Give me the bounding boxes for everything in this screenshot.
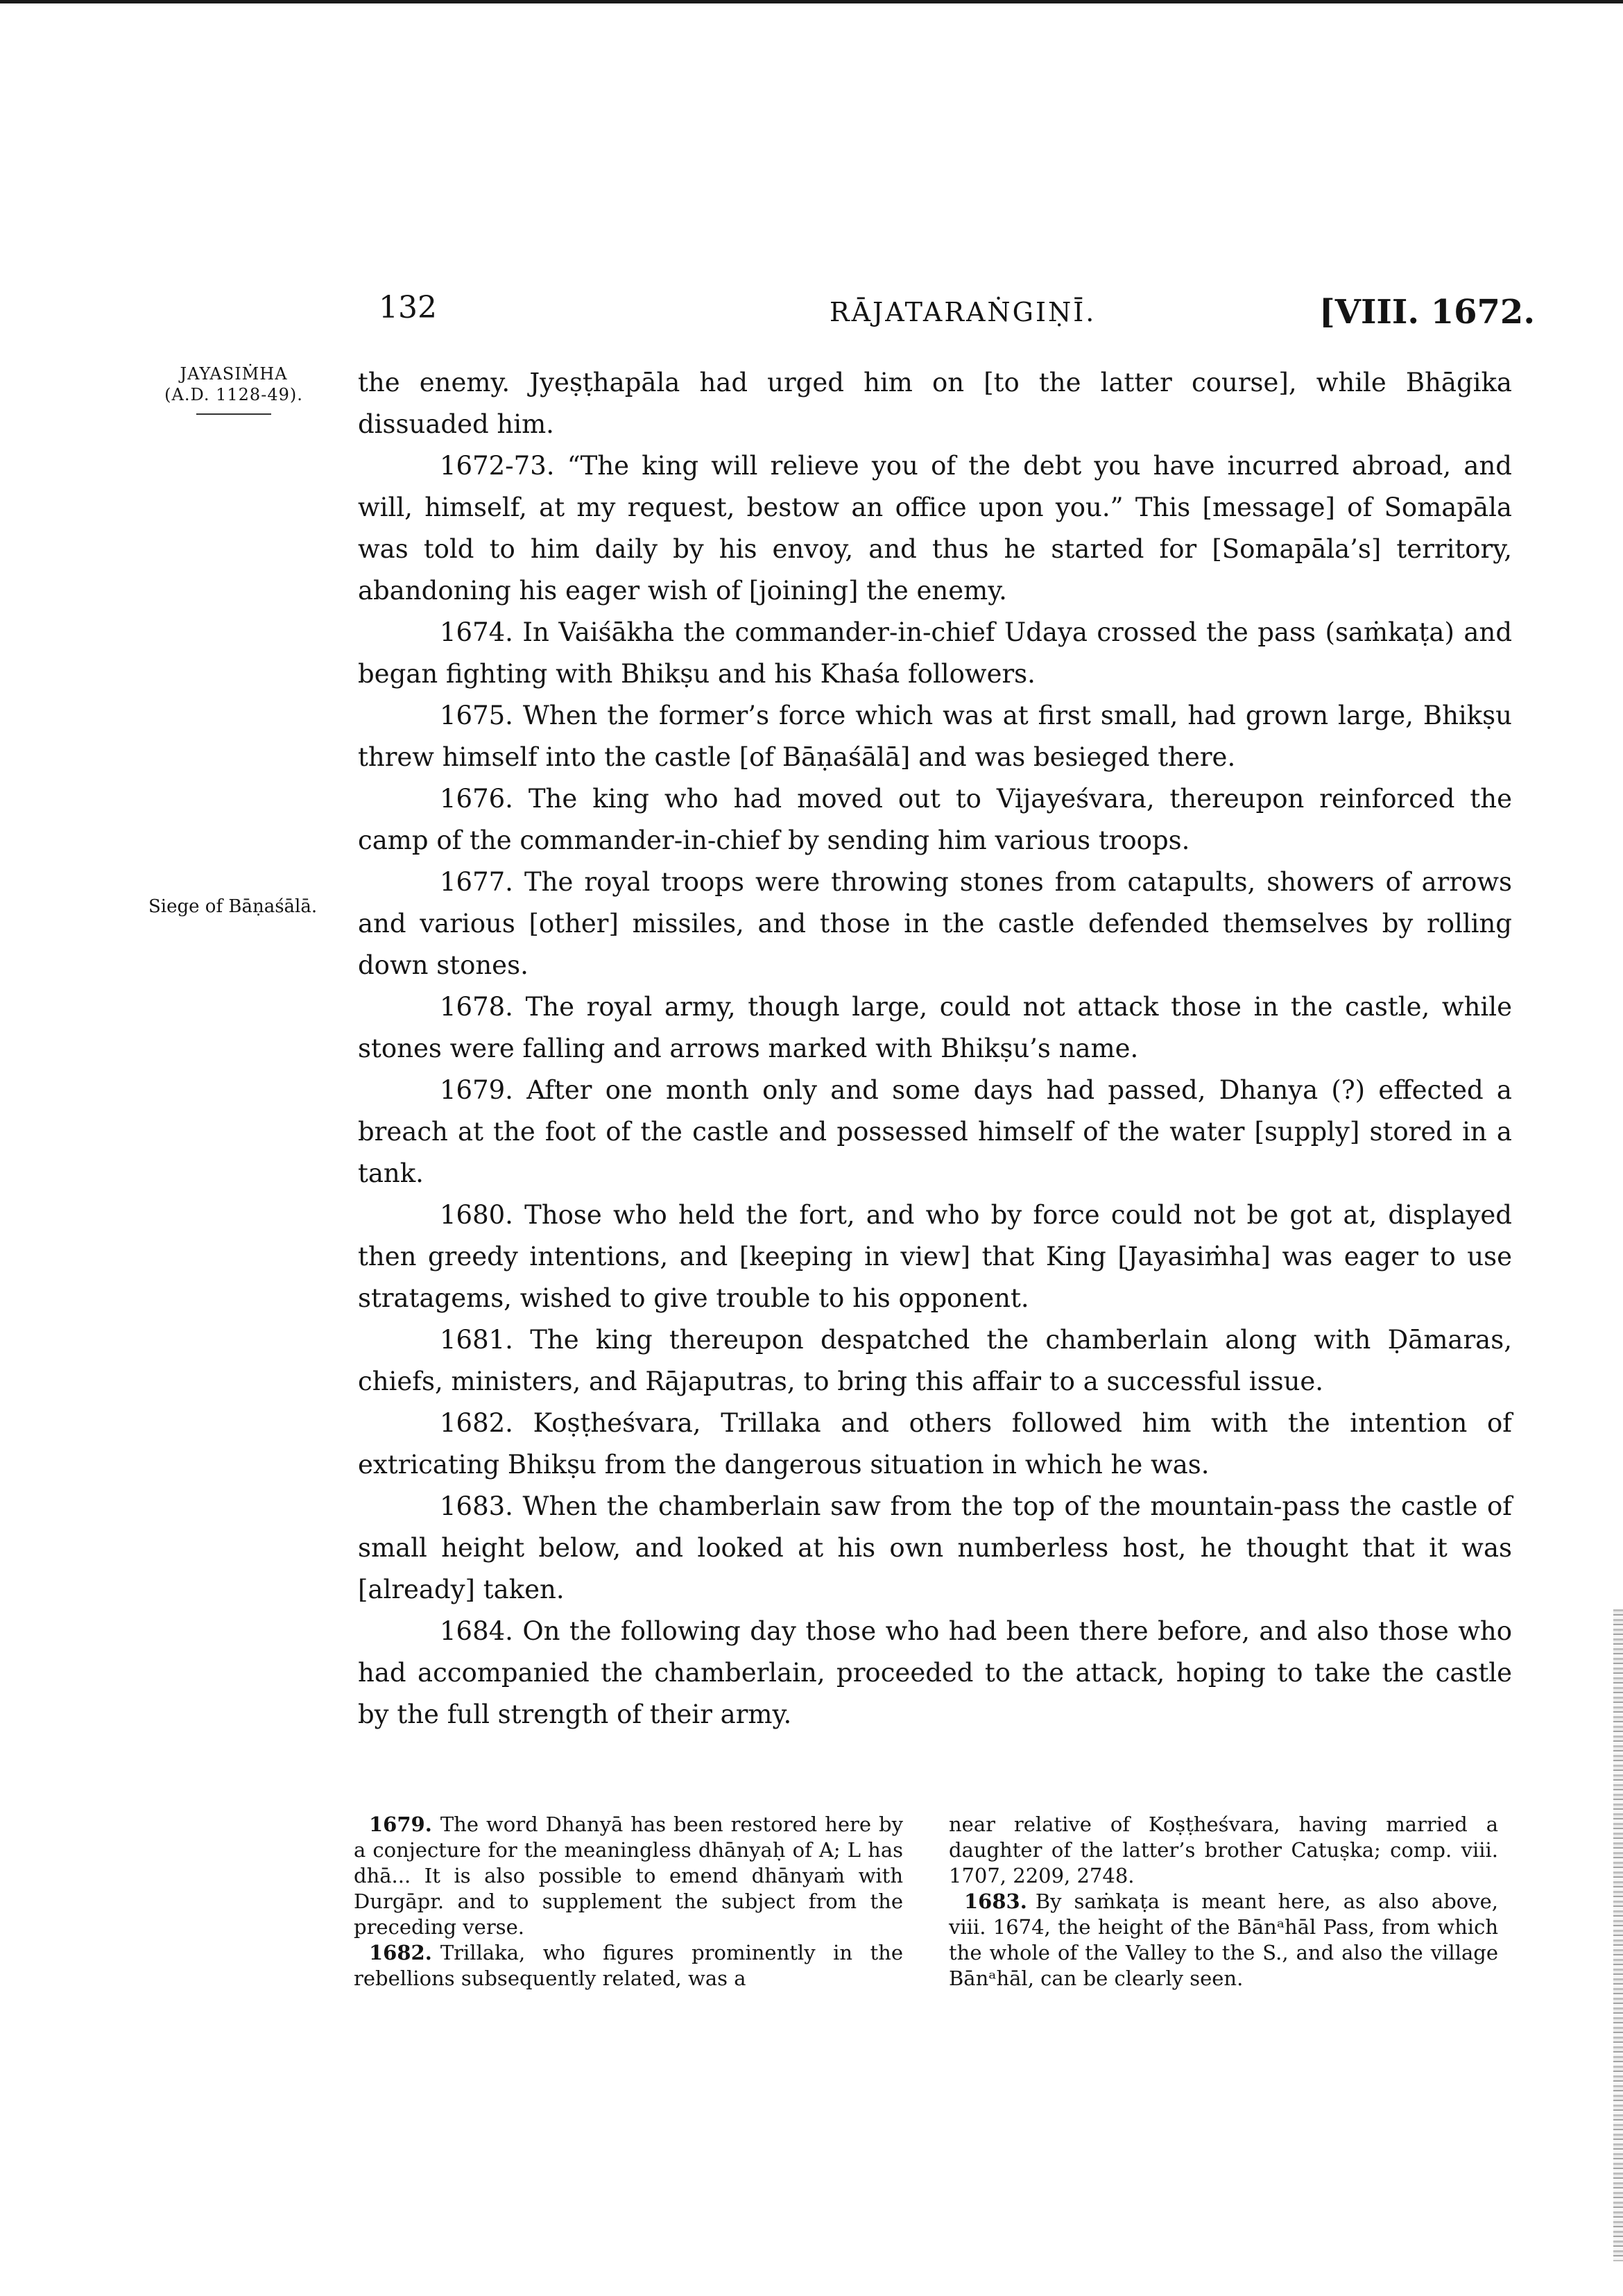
verse-1678: 1678. The royal army, though large, could not attack those in the castle, while stones were falling and arrows marked with Bhikṣu’s name. (358, 992, 1512, 1063)
main-text (358, 362, 1512, 1736)
footnote-text: The word Dhanyā has been restored here by a conjecture for the meaningless dhānyaḥ of A; L has dhā... It is also possible to emend dhānyaṁ with Durgāpr. and to supplement the subject from the preceding verse. (354, 1813, 903, 1939)
margin-rule (196, 413, 271, 415)
running-title: RĀJATARAṄGIṆĪ. (830, 297, 1097, 327)
footnotes (354, 1812, 1498, 1991)
verse-1684: 1684. On the following day those who had been there before, and also those who had accompanied the chamberlain, proceeded to the attack, hoping to take the castle by the full strength of their army. (358, 1616, 1512, 1729)
verse-1672-73: 1672-73. “The king will relieve you of the debt you have incurred abroad, and will, himself, at my request, bestow an office upon you.” This [message] of Somapāla was told to him daily by his envoy, and thus he started for [Somapāla’s] territory, abandoning his eager wish of [joining] the enemy. (358, 451, 1512, 606)
footnote-number: 1683. (964, 1890, 1027, 1913)
footnote (354, 1940, 903, 1991)
margin-king-dates: (A.D. 1128-49). (164, 385, 303, 404)
footnote-number: 1679. (369, 1813, 432, 1836)
footnote (354, 1812, 903, 1940)
verse-1679: 1679. After one month only and some days had passed, Dhanya (?) effected a breach at the foot of the castle and possessed himself of the water [supply] stored in a tank. (358, 1075, 1512, 1188)
verse-1676: 1676. The king who had moved out to Vijayeśvara, thereupon reinforced the camp of the commander-in-chief by sending him various troops. (358, 784, 1512, 855)
footnote-column-left (354, 1812, 903, 1991)
verse-1682: 1682. Koṣṭheśvara, Trillaka and others followed him with the intention of extricating Bhikṣu from the dangerous situation in which he was. (358, 1408, 1512, 1480)
scan-edge-artifact (1613, 1609, 1623, 2261)
section-reference: [VIII. 1672. (1319, 293, 1536, 332)
margin-note-siege: Siege of Bāṇaśālā. (148, 896, 318, 917)
footnote-text: near relative of Koṣṭheśvara, having married a daughter of the latter’s brother Catuṣka; comp. viii. 1707, 2209, 2748. (949, 1813, 1498, 1887)
footnote-number: 1682. (369, 1941, 432, 1964)
verse-1674: 1674. In Vaiśākha the commander-in-chief Udaya crossed the pass (saṁkaṭa) and began fighting with Bhikṣu and his Khaśa followers. (358, 617, 1512, 689)
verse-1675: 1675. When the former’s force which was at first small, had grown large, Bhikṣu threw himself into the castle [of Bāṇaśālā] and was besieged there. (358, 701, 1512, 772)
page-top-edge (0, 0, 1623, 3)
footnote (949, 1889, 1498, 1991)
margin-king-name: JAYASIṀHA (180, 364, 288, 384)
footnote-text: Trillaka, who figures prominently in the rebellions subsequently related, was a (354, 1941, 903, 1990)
margin-note-king (154, 363, 314, 415)
verse-1677: 1677. The royal troops were throwing stones from catapults, showers of arrows and various [other] missiles, and those in the castle defended themselves by rolling down stones. (358, 867, 1512, 980)
verse-1681: 1681. The king thereupon despatched the chamberlain along with Ḍāmaras, chiefs, ministers, and Rājaputras, to bring this affair to a successful issue. (358, 1325, 1512, 1396)
footnote-text: By saṁkaṭa is meant here, as also above, viii. 1674, the height of the Bānᵃhāl Pass, from which the whole of the Valley to the S., and also the village Bānᵃhāl, can be clearly seen. (949, 1890, 1498, 1990)
footnote-continuation (949, 1812, 1498, 1889)
page-number: 132 (379, 290, 437, 325)
paragraph-continuation: the enemy. Jyeṣṭhapāla had urged him on [to the latter course], while Bhāgika dissuaded him. (358, 368, 1512, 439)
footnote-column-right (949, 1812, 1498, 1991)
verse-1683: 1683. When the chamberlain saw from the top of the mountain-pass the castle of small height below, and looked at his own numberless host, he thought that it was [already] taken. (358, 1491, 1512, 1604)
verse-1680: 1680. Those who held the fort, and who by force could not be got at, displayed then greedy intentions, and [keeping in view] that King [Jayasiṁha] was eager to use stratagems, wished to give trouble to his opponent. (358, 1200, 1512, 1313)
